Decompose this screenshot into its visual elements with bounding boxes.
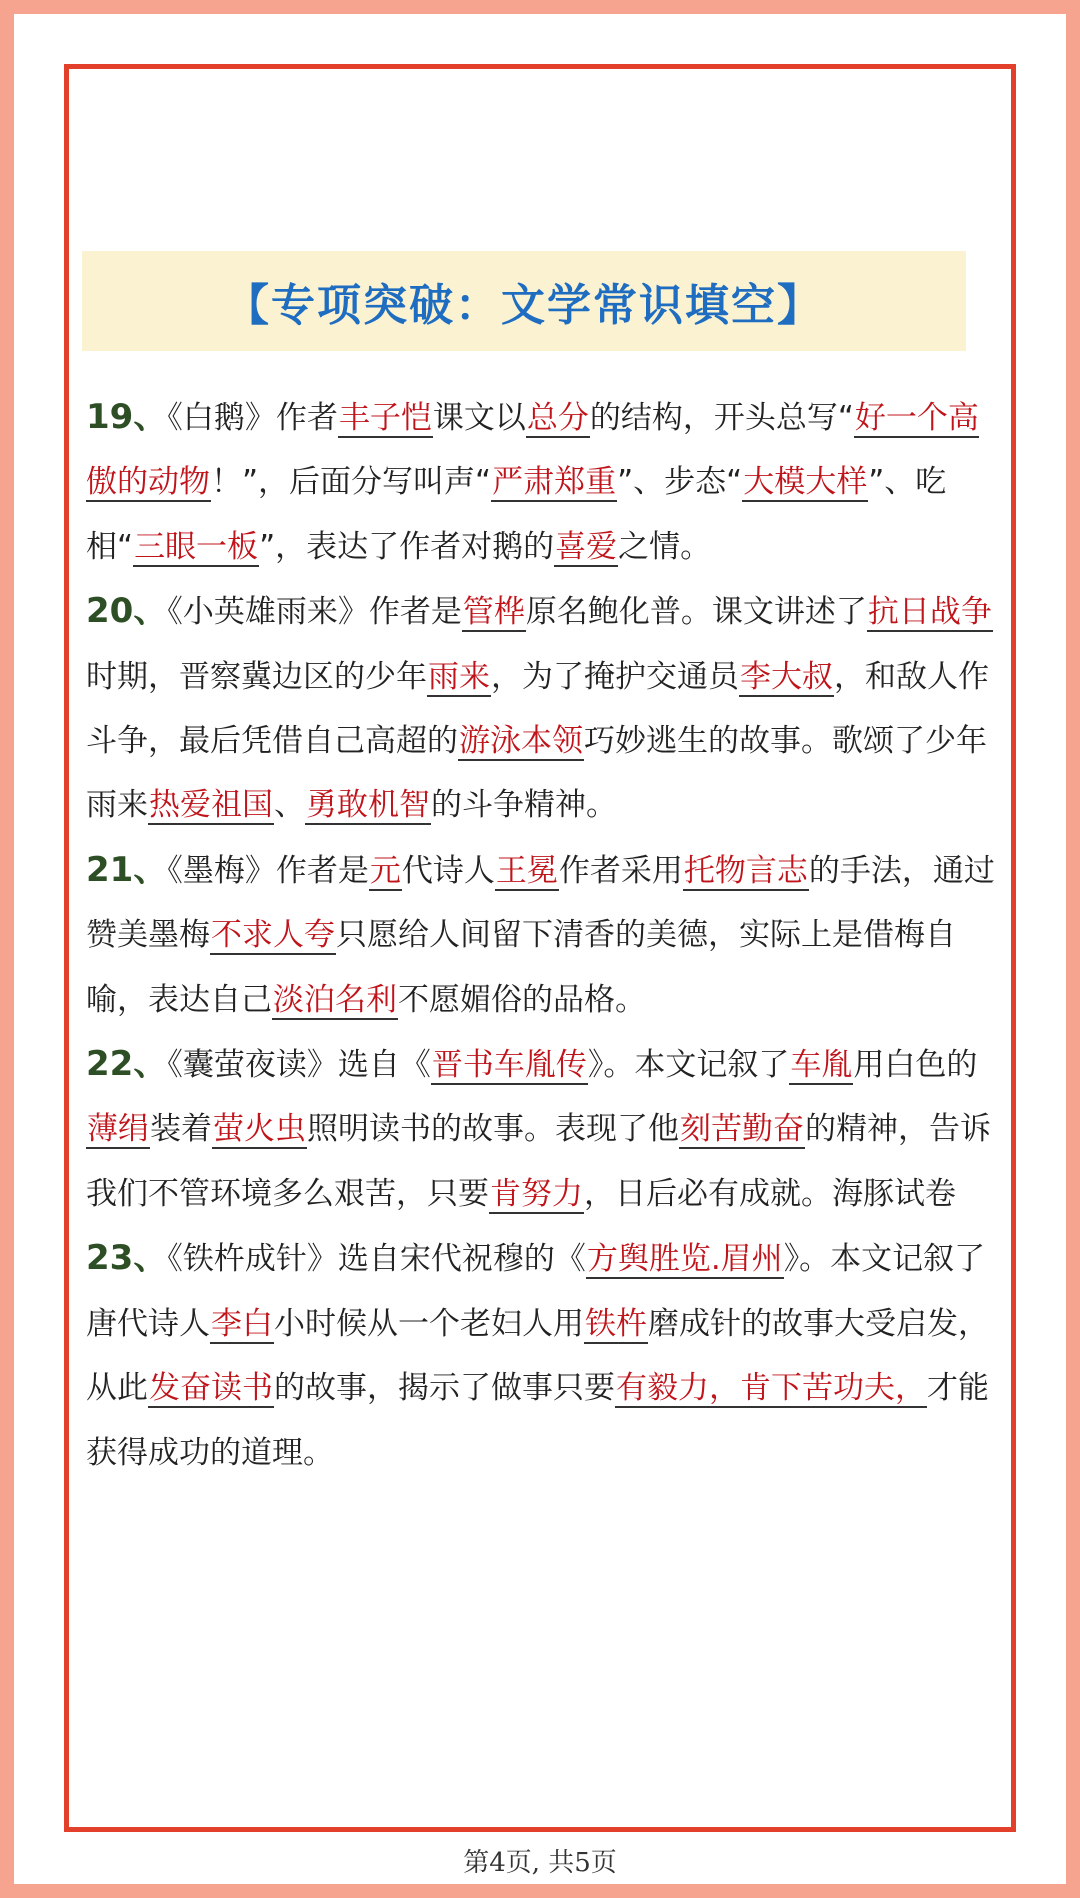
answer-blank: 薄绢 xyxy=(87,1111,149,1148)
answer-blank: 总分 xyxy=(526,400,589,436)
question-text: 巧妙逃生的故事。歌颂了少年雨来 xyxy=(86,723,987,824)
answer-blank: 方舆胜览.眉州 xyxy=(586,1241,783,1278)
question-text: 的故事，揭示了做事只要 xyxy=(274,1370,615,1407)
question-text: 小时候从一个老妇人用 xyxy=(274,1305,584,1342)
answer-blank: 淡泊名利 xyxy=(273,981,397,1018)
answer-blank: 肯努力 xyxy=(490,1175,583,1212)
question-list xyxy=(86,385,996,1485)
question-text: 磨成针的故事大受启发，从此 xyxy=(86,1305,989,1407)
answer-blank: 有毅力，肯下苦功夫， xyxy=(616,1370,926,1407)
question-text: 《囊萤夜读》选自《 xyxy=(167,1047,431,1084)
question-text: 课文以 xyxy=(432,400,526,436)
title-banner xyxy=(82,251,966,351)
question-text: 《小英雄雨来》作者是 xyxy=(167,594,462,631)
question-number: 19、 xyxy=(86,397,168,437)
answer-blank: 萤火虫 xyxy=(213,1111,306,1148)
question-item xyxy=(86,1032,996,1226)
question-text: 原名鲍化普。课文讲述了 xyxy=(525,594,867,631)
answer-blank: 雨来 xyxy=(428,658,490,695)
question-number: 21、 xyxy=(86,849,168,890)
answer-blank: 李大叔 xyxy=(740,658,833,695)
answer-blank: 三眼一板 xyxy=(134,528,259,565)
question-text: 《墨梅》作者是 xyxy=(167,852,369,889)
question-text: 作者采用 xyxy=(558,852,683,889)
question-item xyxy=(86,1226,996,1485)
question-text: ”，表达了作者对鹅的 xyxy=(259,528,555,565)
question-number: 20、 xyxy=(86,591,168,632)
answer-blank: 刻苦勤奋 xyxy=(680,1111,804,1148)
question-item xyxy=(86,385,996,579)
question-text: 只愿给人间留下清香的美德，实际上是借梅自喻，表达自己 xyxy=(86,917,956,1018)
question-text: 的手法，通过赞美墨梅 xyxy=(86,852,995,954)
answer-blank: 丰子恺 xyxy=(338,400,432,436)
question-text: 《铁杵成针》选自宋代祝穆的《 xyxy=(167,1241,586,1278)
question-text: 的斗争精神。 xyxy=(431,787,617,824)
question-text: ”、吃相“ xyxy=(86,464,947,565)
question-text: 才能获得成功的道理。 xyxy=(86,1370,989,1471)
question-text: 之情。 xyxy=(618,528,712,565)
answer-blank: 好一个高傲的动物 xyxy=(86,400,979,501)
question-text: 》。本文记叙了唐代诗人 xyxy=(86,1241,986,1342)
answer-blank: 大模大样 xyxy=(743,464,868,501)
question-text: ，和敌人作斗争，最后凭借自己高超的 xyxy=(86,658,989,760)
answer-blank: 发奋读书 xyxy=(149,1370,273,1407)
answer-blank: 严肃郑重 xyxy=(492,464,617,501)
answer-blank: 不求人夸 xyxy=(211,917,335,954)
question-text: ！”，后面分写叫声“ xyxy=(211,464,492,501)
answer-blank: 抗日战争 xyxy=(867,594,992,631)
question-text: 装着 xyxy=(150,1111,212,1148)
question-item xyxy=(86,838,996,1032)
question-text: 》。本文记叙了 xyxy=(587,1047,790,1084)
question-item xyxy=(86,579,996,838)
question-text: 代诗人 xyxy=(401,852,495,889)
answer-blank: 热爱祖国 xyxy=(149,787,273,824)
question-text: 、 xyxy=(274,787,305,824)
answer-blank: 铁杵 xyxy=(585,1305,647,1342)
question-text: 不愿媚俗的品格。 xyxy=(398,981,646,1018)
question-text: 用白色的 xyxy=(853,1047,978,1084)
question-text: 的精神，告诉我们不管环境多么艰苦，只要 xyxy=(86,1111,991,1212)
answer-blank: 管桦 xyxy=(462,594,525,631)
answer-blank: 元 xyxy=(369,852,401,889)
answer-blank: 车胤 xyxy=(790,1047,853,1084)
question-number: 23、 xyxy=(86,1238,168,1279)
question-text: 的结构，开头总写“ xyxy=(589,400,854,436)
question-text: ，为了掩护交通员 xyxy=(491,658,739,695)
question-text: 《白鹅》作者 xyxy=(167,400,338,436)
answer-blank: 勇敢机智 xyxy=(306,787,430,824)
answer-blank: 托物言志 xyxy=(683,852,808,889)
answer-blank: 游泳本领 xyxy=(459,723,583,760)
answer-blank: 王冕 xyxy=(495,852,558,889)
question-text: ，日后必有成就。海豚试卷 xyxy=(584,1175,956,1212)
question-number: 22、 xyxy=(86,1044,168,1085)
answer-blank: 李白 xyxy=(211,1305,273,1342)
question-text: ”、步态“ xyxy=(617,464,743,501)
question-text: 照明读书的故事。表现了他 xyxy=(307,1111,679,1148)
page-footer: 第4页, 共5页 xyxy=(463,1848,617,1878)
question-text: 时期，晋察冀边区的少年 xyxy=(86,658,427,695)
answer-blank: 喜爱 xyxy=(555,528,618,565)
page-title: 【专项突破：文学常识填空】 xyxy=(225,280,823,331)
answer-blank: 晋书车胤传 xyxy=(431,1047,587,1084)
